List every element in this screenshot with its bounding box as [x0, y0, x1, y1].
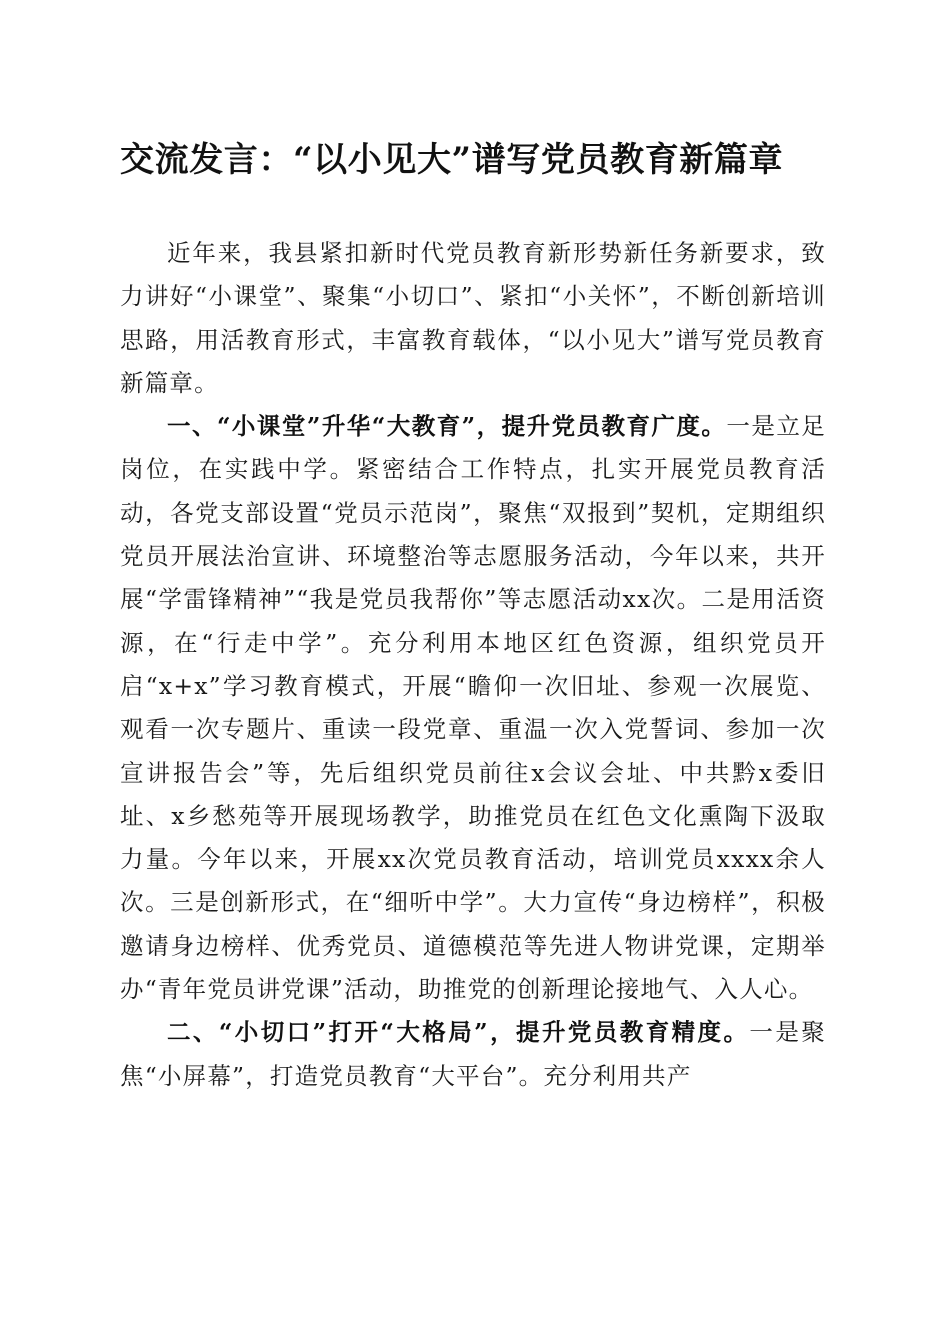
- document-title: 交流发言：“以小见大”谱写党员教育新篇章: [120, 140, 784, 180]
- section-two-paragraph: [120, 1011, 826, 1098]
- section-one-paragraph: [120, 405, 826, 1011]
- intro-paragraph: [120, 232, 826, 405]
- document-body: [120, 232, 826, 1098]
- section-one-heading: 一、“小课堂”升华“大教育”，提升党员教育广度。: [167, 412, 727, 441]
- paragraph-text: 一是立足岗位，在实践中学。紧密结合工作特点，扎实开展党员教育活动，各党支部设置“党员示范岗”，聚焦“双报到”契机，定期组织党员开展法治宣讲、环境整治等志愿服务活动，今年以来，共开展“学雷锋精神”“我是党员我帮你”等志愿活动xx次。二是用活资源，在“行走中学”。充分利用本地区红色资源，组织党员开启“x+x”学习教育模式，开展“瞻仰一次旧址、参观一次展览、观看一次专题片、重读一段党章、重温一次入党誓词、参加一次宣讲报告会”等，先后组织党员前往x会议会址、中共黔x委旧址、x乡愁苑等开展现场教学，助推党员在红色文化熏陶下汲取力量。今年以来，开展xx次党员教育活动，培训党员xxxx余人次。三是创新形式，在“细听中学”。大力宣传“身边榜样”，积极邀请身边榜样、优秀党员、道德模范等先进人物讲党课，定期举办“青年党员讲党课”活动，助推党的创新理论接地气、入人心。: [120, 412, 826, 1004]
- section-two-heading: 二、“小切口”打开“大格局”，提升党员教育精度。: [167, 1018, 750, 1047]
- paragraph-text: 近年来，我县紧扣新时代党员教育新形势新任务新要求，致力讲好“小课堂”、聚集“小切口”、紧扣“小关怀”，不断创新培训思路，用活教育形式，丰富教育载体，“以小见大”谱写党员教育新篇章。: [120, 239, 826, 397]
- paragraph-text: 一是聚焦“小屏幕”，打造党员教育“大平台”。充分利用共产: [120, 1018, 826, 1090]
